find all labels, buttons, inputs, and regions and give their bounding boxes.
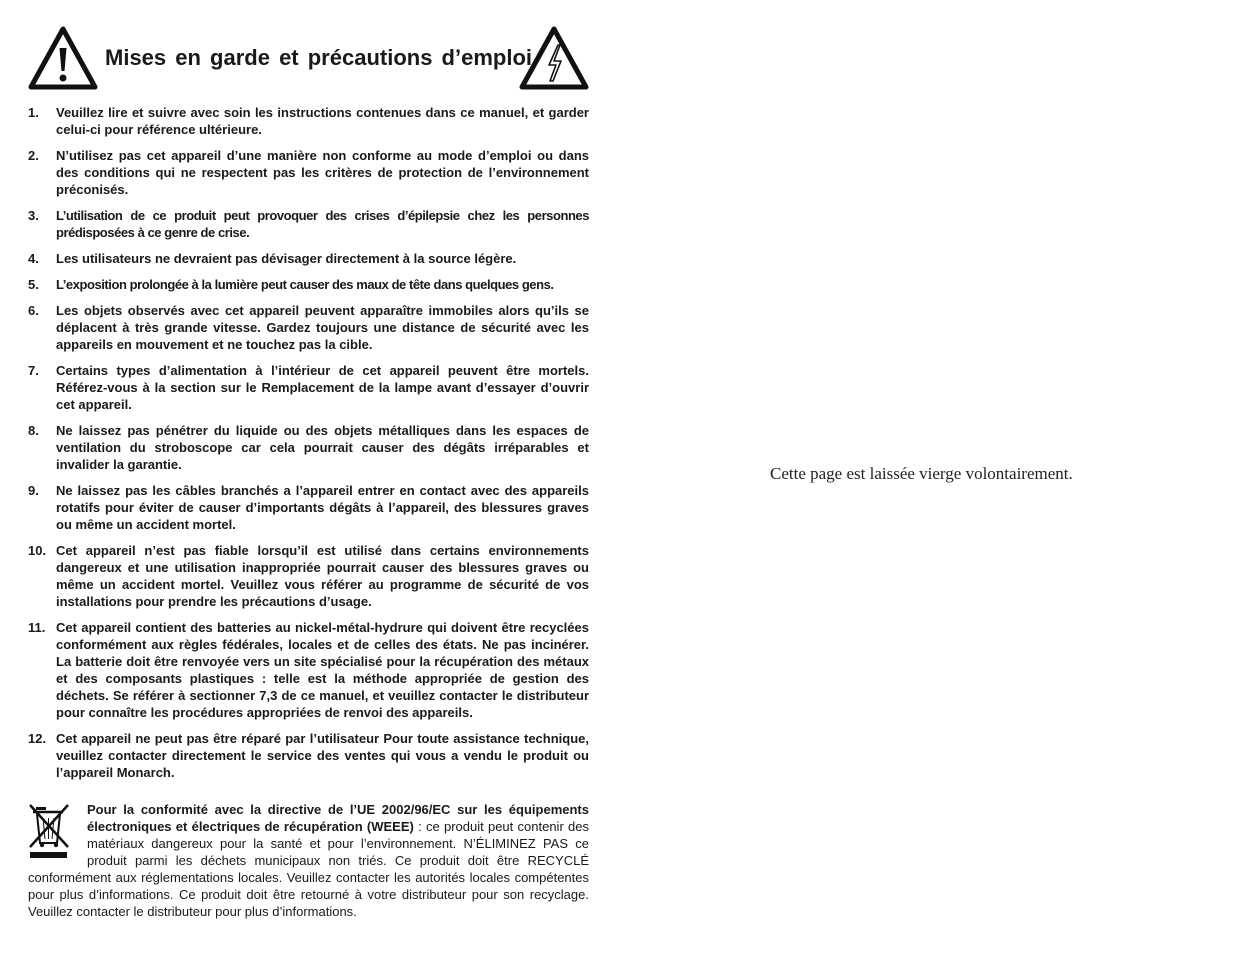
header [28,26,589,92]
item-text: L’exposition prolongée à la lumière peut causer des maux de tête dans quelques gens. [56,277,554,292]
list-item [28,276,589,293]
list-item [28,207,589,241]
item-text: Les objets observés avec cet appareil peuvent apparaître immobiles alors qu’ils se déplacent à très grande vitesse. Gardez toujours une distance de sécurité avec les appareils en mouvement et ne touchez pas la cible. [56,303,589,352]
item-text: Cet appareil contient des batteries au nickel-métal-hydrure qui doivent être recyclées conformément aux règles fédérales, locales et de celles des états. Ne pas incinérer. La batterie doit être renvoyée vers un site spécialisé pour la récupération des métaux et des composants plastiques : telle est la méthode appropriée de gestion des déchets. Se référer à sectionner 7,3 de ce manuel, et veuillez contacter le distributeur pour connaître les procédures appropriées de renvoi des appareils. [56,620,589,720]
list-item [28,362,589,413]
list-item [28,147,589,198]
list-item [28,619,589,721]
list-item [28,482,589,533]
list-item [28,730,589,781]
list-item [28,302,589,353]
weee-heading: Pour la conformité avec la directive de l’UE 2002/96/EC sur les équipements électroniques et électriques de récupération (WEEE) [87,802,589,834]
right-page [618,0,1235,954]
warning-triangle-icon [28,26,98,90]
item-number: 1. [28,105,39,120]
item-text: L’utilisation de ce produit peut provoquer des crises d’épilepsie chez les personnes prédisposées à ce genre de crise. [56,208,589,240]
item-number: 2. [28,148,39,163]
item-number: 8. [28,423,39,438]
list-item [28,422,589,473]
item-number: 10. [28,543,47,558]
crossed-bin-icon [28,801,74,861]
item-number: 12. [28,731,47,746]
item-text: N’utilisez pas cet appareil d’une manière non conforme au mode d’emploi ou dans des conditions qui ne respectent pas les critères de protection de l’environnement préconisés. [56,148,589,197]
item-number: 3. [28,208,39,223]
item-text: Veuillez lire et suivre avec soin les instructions contenues dans ce manuel, et garder celui-ci pour référence ultérieure. [56,105,589,137]
item-number: 5. [28,277,39,292]
item-text: Ne laissez pas les câbles branchés a l’appareil entrer en contact avec des appareils rotatifs pour éviter de causer d’importants dégâts à l’appareil, des blessures graves ou même un accident mortel. [56,483,589,532]
weee-text: : ce produit peut contenir des matériaux dangereux pour la santé et pour l’environnement. N’ÉLIMINEZ PAS ce produit parmi les déchets municipaux non triés. Ce produit doit être RECYCLÉ conformément aux réglementations locales. Veuillez contacter les autorités locales compétentes pour plus d’informations. Ce produit doit être retourné à votre distributeur pour son recyclage. Veuillez contacter le distributeur pour plus d’informations. [28,819,589,919]
blank-page-note: Cette page est laissée vierge volontairement. [770,464,1073,483]
item-text: Les utilisateurs ne devraient pas dévisager directement à la source légère. [56,251,517,266]
item-number: 7. [28,363,39,378]
precautions-list [28,104,589,781]
electric-shock-icon [519,26,589,90]
list-item [28,542,589,610]
item-text: Cet appareil ne peut pas être réparé par l’utilisateur Pour toute assistance technique, veuillez contacter directement le service des ventes qui vous a vendu le produit ou l’appareil Monarch. [56,731,589,780]
item-number: 9. [28,483,39,498]
left-page [28,26,589,920]
list-item [28,104,589,138]
item-number: 6. [28,303,39,318]
weee-notice [28,801,589,920]
page-title: Mises en garde et précautions d’emploi [105,45,532,70]
list-item [28,250,589,267]
item-text: Cet appareil n’est pas fiable lorsqu’il est utilisé dans certains environnements dangereux et une utilisation inappropriée pourrait causer des blessures graves ou même un accident mortel. Veuillez vous référer au programme de sécurité de vos installations pour prendre les précautions d’usage. [56,543,589,609]
item-text: Ne laissez pas pénétrer du liquide ou des objets métalliques dans les espaces de ventilation du stroboscope car cela pourrait causer des dégâts irréparables et invalider la garantie. [56,423,589,472]
item-text: Certains types d’alimentation à l’intérieur de cet appareil peuvent être mortels. Référez-vous à la section sur le Remplacement de la lampe avant d’essayer d’ouvrir cet appareil. [56,363,589,412]
item-number: 11. [28,620,46,635]
item-number: 4. [28,251,39,266]
